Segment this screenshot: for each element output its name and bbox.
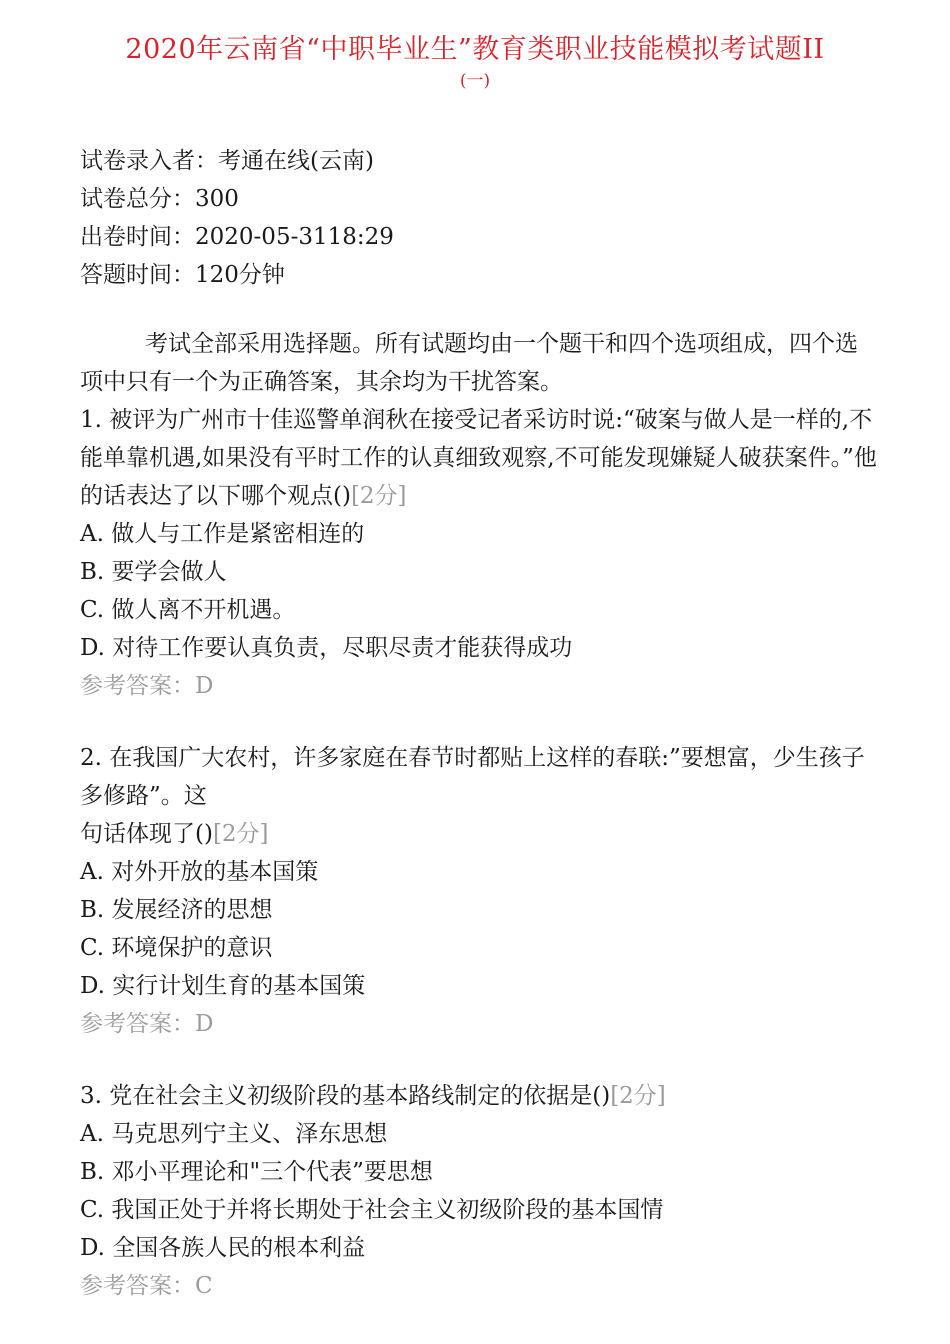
option-d: D. 全国各族人民的根本利益 xyxy=(80,1235,366,1261)
question-score: [2分] xyxy=(350,483,407,509)
option-d: D. 实行计划生育的基本国策 xyxy=(80,973,366,999)
question-score: [2分] xyxy=(610,1083,666,1109)
question-stem xyxy=(80,401,880,515)
option-a: A. 做人与工作是紧密相连的 xyxy=(80,521,365,547)
option-a: A. 马克思列宁主义、泽东思想 xyxy=(80,1121,388,1147)
option-c: C. 做人离不开机遇。 xyxy=(80,597,296,623)
option-b: B. 发展经济的思想 xyxy=(80,897,273,923)
option-a: A. 对外开放的基本国策 xyxy=(80,859,319,885)
meta-answer-time: 答题时间：120分钟 xyxy=(80,262,285,288)
document-subtitle: (一) xyxy=(459,71,491,91)
question-stem xyxy=(80,815,880,853)
document-title: 2020年云南省“中职毕业生”教育类职业技能模拟考试题II xyxy=(125,34,825,65)
meta-issue-time: 出卷时间：2020-05-3118:29 xyxy=(80,224,394,250)
reference-answer: 参考答案：D xyxy=(80,1011,214,1037)
question-2 xyxy=(80,739,880,1043)
question-1 xyxy=(80,401,880,705)
reference-answer: 参考答案：D xyxy=(80,673,214,699)
question-stem xyxy=(80,1077,880,1115)
question-text-continued: 句话体现了() xyxy=(80,821,213,847)
question-3 xyxy=(80,1077,880,1305)
reference-answer: 参考答案：C xyxy=(80,1273,213,1299)
option-b: B. 邓小平理论和"三个代表”要思想 xyxy=(80,1159,433,1185)
option-b: B. 要学会做人 xyxy=(80,559,227,585)
exam-instructions: 考试全部采用选择题。所有试题均由一个题干和四个选项组成，四个选项中只有一个为正确答案，其余均为干扰答案。 xyxy=(80,331,858,395)
question-text: 3. 党在社会主义初级阶段的基本路线制定的依据是() xyxy=(80,1083,611,1109)
exam-meta xyxy=(80,142,394,294)
question-score: [2分] xyxy=(212,821,269,847)
option-c: C. 我国正处于并将长期处于社会主义初级阶段的基本国情 xyxy=(80,1197,664,1223)
question-text: 1. 被评为广州市十佳巡警单润秋在接受记者采访时说:“破案与做人是一样的,不能单靠机遇,如果没有平时工作的认真细致观察,不可能发现嫌疑人破获案件。”他的话表达了以下哪个观点() xyxy=(80,407,877,509)
meta-total-score: 试卷总分：300 xyxy=(80,186,239,212)
option-d: D. 对待工作要认真负责，尽职尽责才能获得成功 xyxy=(80,635,573,661)
option-c: C. 环境保护的意识 xyxy=(80,935,273,961)
meta-entered-by: 试卷录入者：考通在线(云南) xyxy=(80,148,374,174)
question-text: 2. 在我国广大农村，许多家庭在春节时都贴上这样的春联:”要想富，少生孩子多修路”。这 xyxy=(80,745,865,809)
